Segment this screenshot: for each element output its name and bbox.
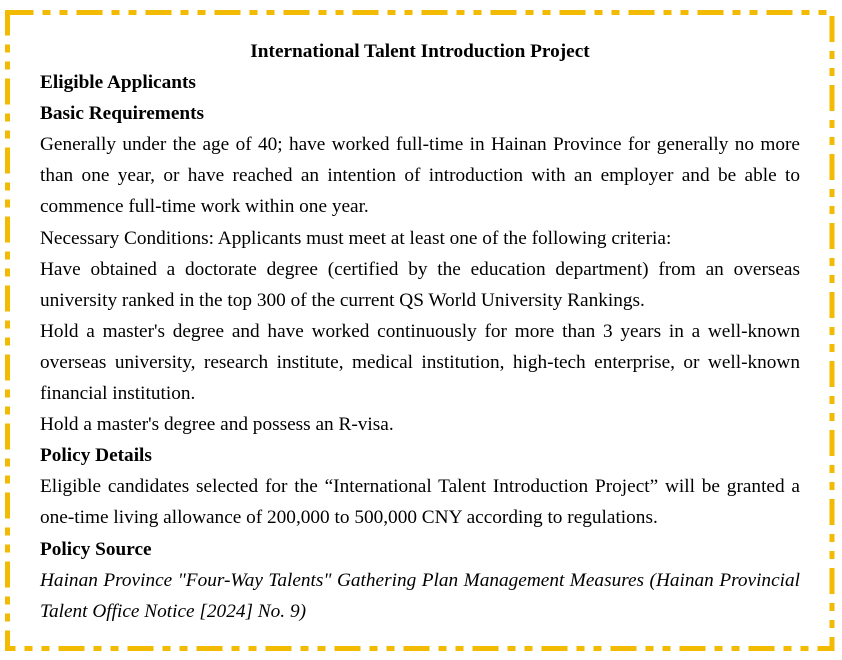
basic-requirements-text: Generally under the age of 40; have worked full-time in Hainan Province for generally no more than one year, or have reached an intention of introduction with an employer and be able to commence full-time work within one year. xyxy=(40,134,800,218)
policy-details-text: Eligible candidates selected for the “International Talent Introduction Project” will be granted a one-time living allowance of 200,000 to 500,000 CNY according to regulations. xyxy=(40,476,800,529)
necessary-conditions-text: Necessary Conditions: Applicants must meet at least one of the following criteria: xyxy=(40,227,672,249)
heading-policy-details: Policy Details xyxy=(40,445,152,467)
heading-eligible-applicants: Eligible Applicants xyxy=(40,72,196,94)
policy-source-text: Hainan Province "Four-Way Talents" Gathering Plan Management Measures (Hainan Provincial Talent Office Notice [2024] No. 9) xyxy=(40,569,800,622)
document-body xyxy=(40,36,800,627)
heading-basic-requirements: Basic Requirements xyxy=(40,103,205,125)
document-title: International Talent Introduction Project xyxy=(250,41,590,62)
criterion-item: Hold a master's degree and possess an R-visa. xyxy=(40,414,394,436)
criterion-item: Hold a master's degree and have worked continuously for more than 3 years in a well-known overseas university, research institute, medical institution, high-tech enterprise, or well-known financial institution. xyxy=(40,320,800,405)
heading-policy-source: Policy Source xyxy=(40,538,152,560)
criterion-item: Have obtained a doctorate degree (certified by the education department) from an overseas university ranked in the top 300 of the current QS World University Rankings. xyxy=(40,258,800,311)
